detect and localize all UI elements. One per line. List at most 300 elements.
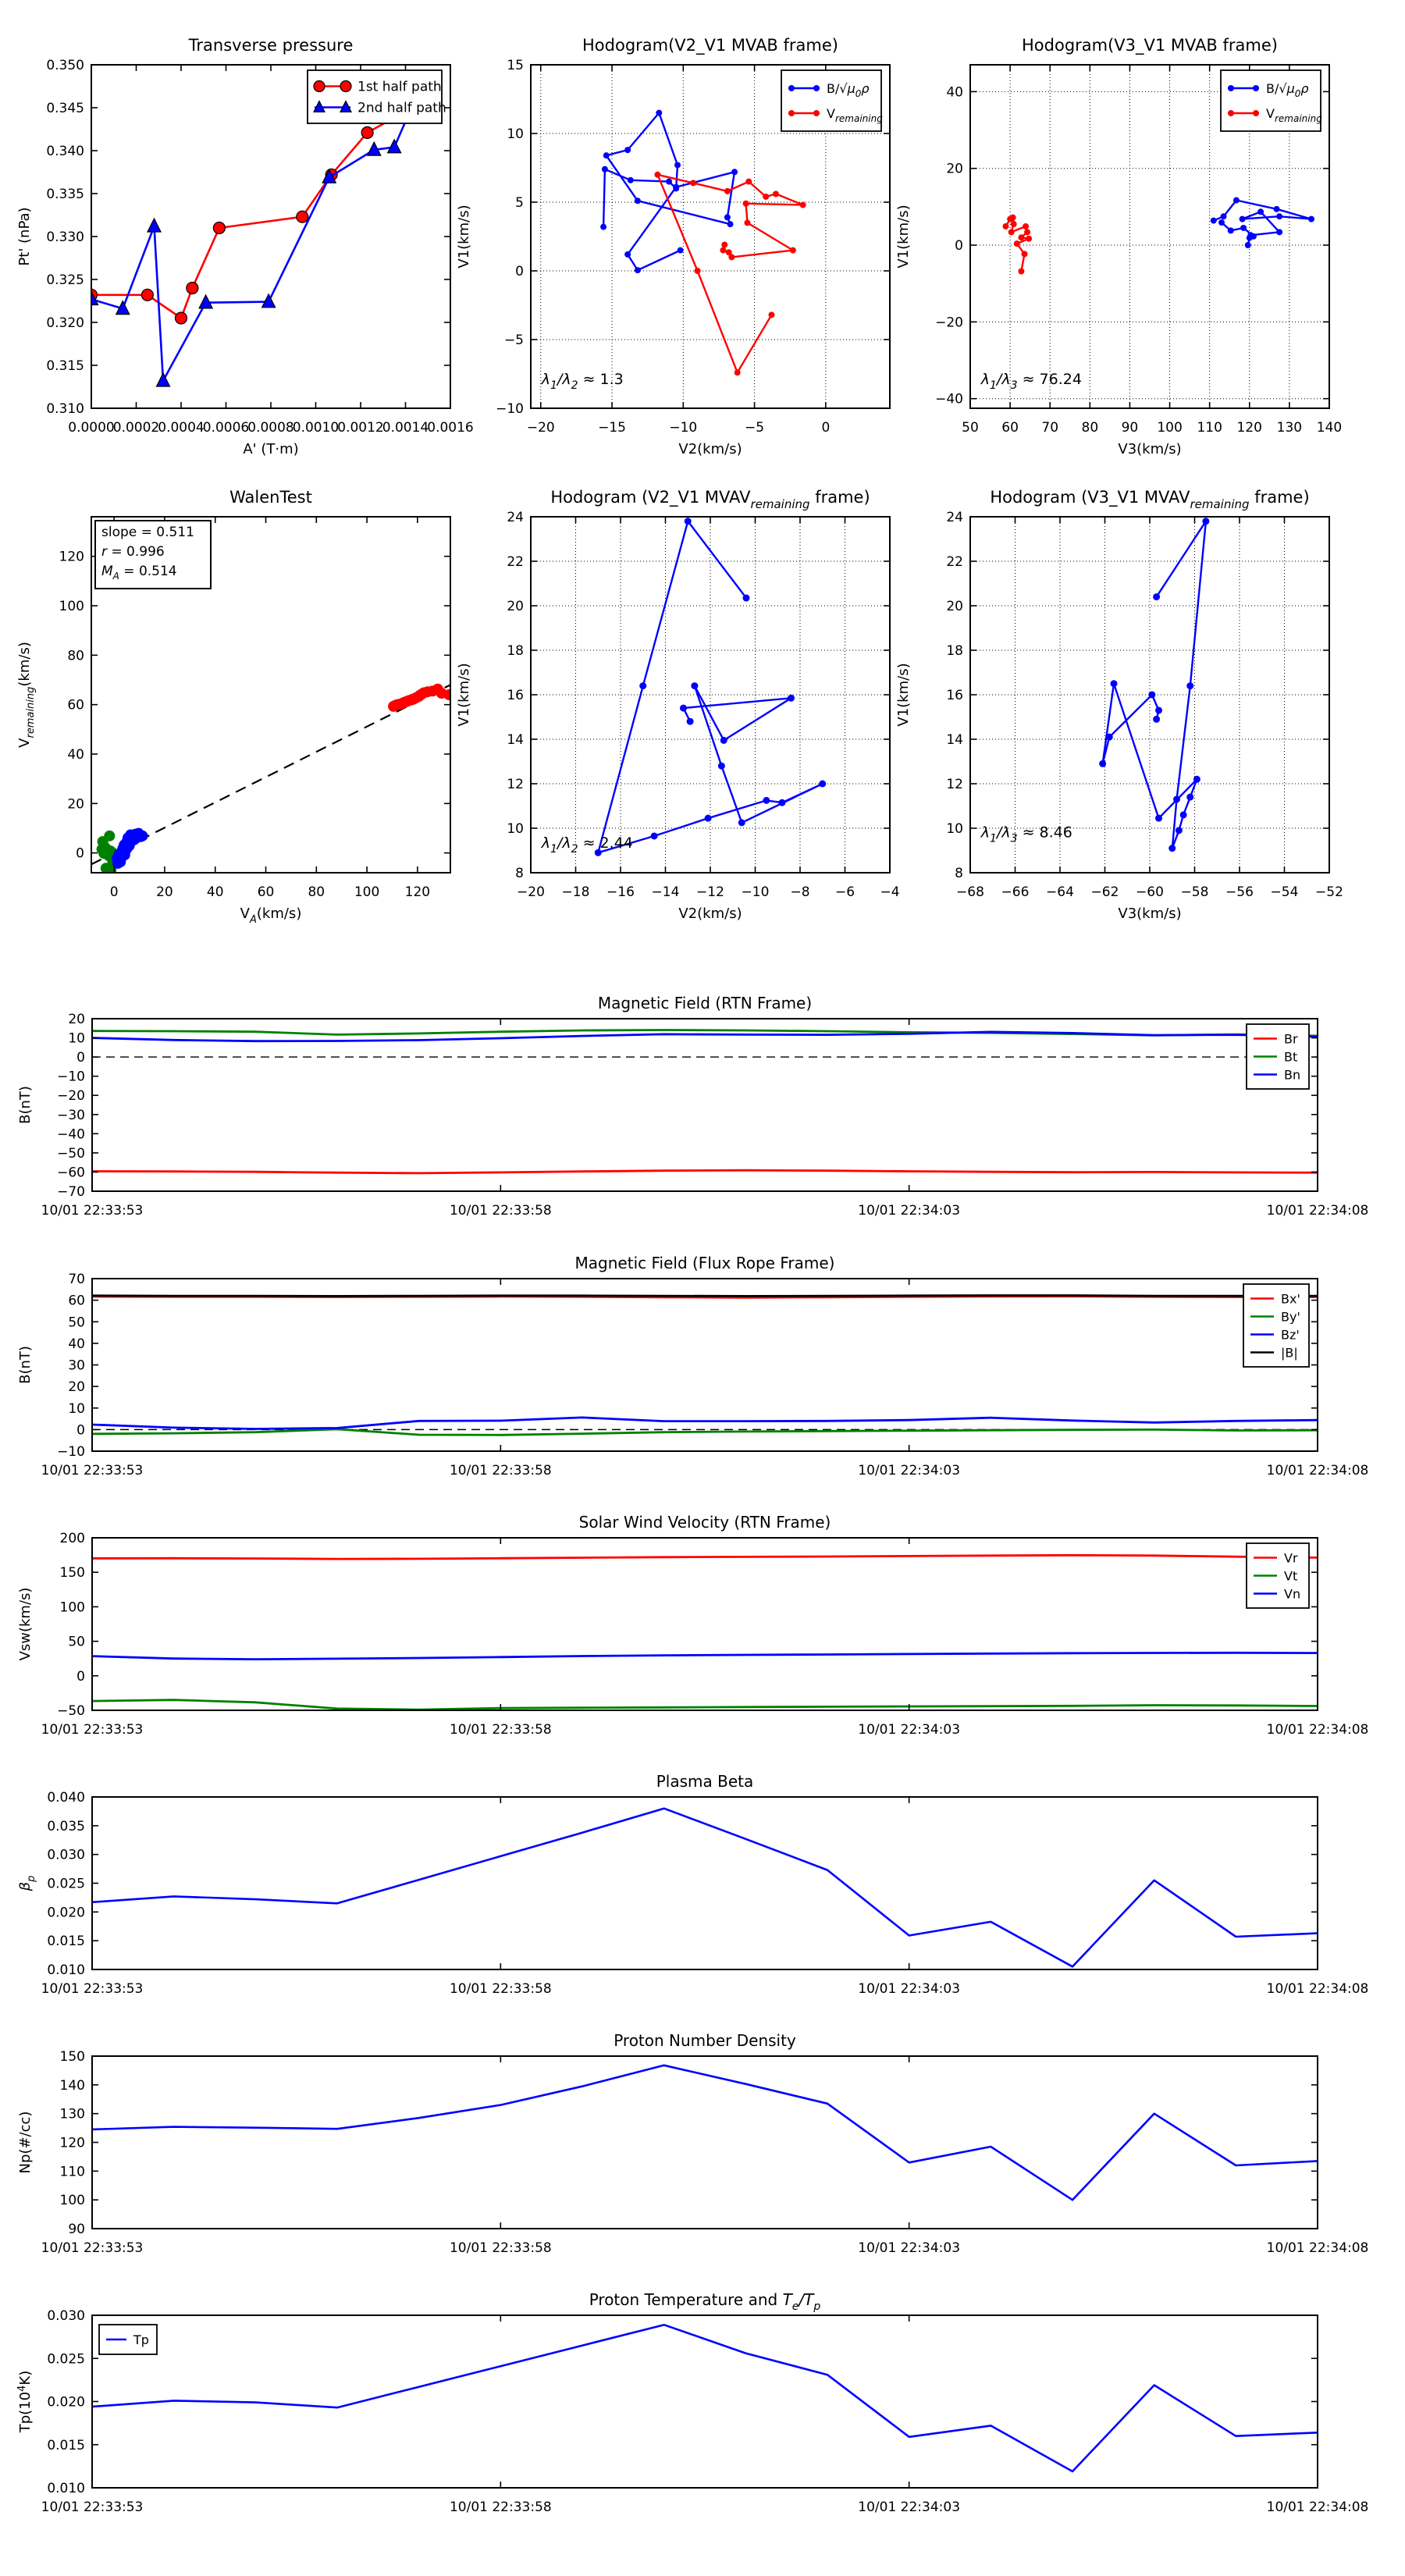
- x-axis-label: V2(km/s): [678, 906, 742, 922]
- x-tick-label: 10/01 22:34:03: [858, 1203, 961, 1219]
- dot-marker: [414, 690, 425, 701]
- dot-marker: [1014, 240, 1020, 247]
- x-tick-label: 10/01 22:33:58: [449, 1203, 552, 1219]
- dot-marker: [744, 219, 750, 226]
- y-axis-label: $V_{remaining}(km/s)$: [16, 642, 37, 748]
- y-tick-label: 0: [955, 238, 963, 254]
- x-tick-label: −15: [598, 420, 626, 436]
- y-tick-label: −70: [57, 1184, 85, 1200]
- y-tick-label: 22: [507, 554, 524, 570]
- x-tick-label: −16: [606, 884, 635, 900]
- dot-marker: [731, 169, 738, 175]
- plot-background: [92, 1538, 1318, 1710]
- x-axis-label: V3(km/s): [1118, 441, 1182, 457]
- y-tick-label: 30: [68, 1357, 85, 1374]
- dot-marker: [1148, 692, 1155, 699]
- y-tick-label: 20: [507, 599, 524, 614]
- y-axis-label: Vsw(km/s): [17, 1587, 34, 1661]
- y-tick-label: 110: [59, 2164, 85, 2180]
- dot-marker: [104, 831, 115, 841]
- y-tick-label: −60: [57, 1165, 85, 1181]
- dot-marker: [624, 251, 631, 258]
- dot-marker: [773, 190, 779, 197]
- x-tick-label: 140: [1316, 420, 1343, 436]
- y-tick-label: 50: [68, 1315, 85, 1331]
- y-tick-label: 10: [946, 821, 963, 837]
- dot-marker: [1228, 85, 1234, 91]
- plot-magnetic-field-rtn: [17, 994, 1368, 1219]
- x-tick-label: −14: [651, 884, 680, 900]
- legend-label: By': [1281, 1309, 1300, 1325]
- dot-marker: [1024, 229, 1030, 235]
- y-tick-label: 150: [59, 2049, 85, 2065]
- circle-marker: [340, 81, 351, 92]
- y-tick-label: 70: [68, 1272, 85, 1287]
- y-tick-label: 150: [59, 1565, 85, 1582]
- y-tick-label: 120: [59, 2135, 85, 2151]
- legend-label: $V_{remaining}$: [827, 106, 883, 124]
- legend: [781, 70, 883, 131]
- dot-marker: [705, 815, 712, 822]
- dot-marker: [728, 254, 735, 260]
- series-line-|B|: [92, 1296, 1318, 1297]
- lambda-annotation: $\lambda_1/\lambda_3 \approx 8.46$: [980, 824, 1072, 845]
- dot-marker: [1026, 236, 1032, 242]
- plot-area: [92, 1538, 1318, 1710]
- circle-marker: [361, 126, 373, 138]
- x-tick-label: 100: [354, 884, 380, 900]
- y-tick-label: 40: [67, 747, 84, 763]
- y-tick-label: 20: [68, 1379, 85, 1396]
- y-tick-label: 80: [67, 648, 84, 664]
- x-tick-label: −52: [1315, 884, 1343, 900]
- dot-marker: [1240, 225, 1247, 231]
- x-tick-label: 10/01 22:34:03: [858, 1722, 961, 1738]
- y-tick-label: 0.310: [46, 401, 84, 417]
- dot-marker: [788, 695, 795, 702]
- x-tick-label: 10/01 22:33:58: [449, 1981, 552, 1997]
- legend-label: Tp: [133, 2332, 149, 2347]
- plot-background: [92, 2056, 1318, 2229]
- y-tick-label: 10: [68, 1030, 85, 1047]
- x-tick-label: 0.0008: [247, 420, 294, 436]
- y-tick-label: 24: [946, 510, 963, 525]
- dot-marker: [1228, 227, 1234, 233]
- y-tick-label: 22: [946, 554, 963, 570]
- dot-marker: [635, 197, 641, 204]
- x-tick-label: −12: [696, 884, 724, 900]
- dot-marker: [1221, 213, 1227, 219]
- x-tick-label: 10/01 22:33:53: [41, 1722, 144, 1738]
- dot-marker: [691, 682, 698, 689]
- plot-hodogram-v2v1-mvab: [456, 36, 890, 457]
- legend-label: $V_{remaining}$: [1266, 106, 1322, 124]
- dot-marker: [674, 162, 681, 168]
- y-tick-label: 5: [515, 195, 524, 211]
- plot-title: Proton Number Density: [614, 2031, 796, 2050]
- x-tick-label: 120: [1236, 420, 1263, 436]
- dot-marker: [651, 832, 658, 839]
- x-tick-label: −58: [1180, 884, 1209, 900]
- x-tick-label: 10/01 22:33:58: [449, 2240, 552, 2256]
- legend-label: Bn: [1284, 1067, 1301, 1083]
- x-tick-label: 10/01 22:34:08: [1266, 1463, 1369, 1478]
- stats-line: slope = 0.511: [101, 525, 194, 540]
- dot-marker: [695, 268, 701, 274]
- dot-marker: [720, 737, 727, 744]
- dot-marker: [1099, 760, 1106, 767]
- dot-marker: [600, 224, 606, 230]
- x-tick-label: 0.0000: [68, 420, 115, 436]
- y-tick-label: 0.015: [47, 1934, 85, 1950]
- stats-line: $M_A = 0.514$: [101, 564, 177, 582]
- plot-area: [531, 517, 890, 873]
- plot-proton-temperature: [16, 2290, 1368, 2515]
- dot-marker: [117, 851, 128, 862]
- y-tick-label: −10: [496, 401, 524, 417]
- y-tick-label: 0.015: [47, 2437, 85, 2453]
- x-tick-label: 20: [156, 884, 173, 900]
- x-tick-label: −4: [880, 884, 900, 900]
- dot-marker: [1245, 242, 1251, 248]
- dot-marker: [788, 85, 795, 91]
- y-axis-label: V1(km/s): [895, 205, 912, 269]
- dot-marker: [819, 781, 826, 788]
- lambda-annotation: $\lambda_1/\lambda_2 \approx 2.44$: [541, 834, 633, 856]
- y-tick-label: 50: [68, 1634, 85, 1650]
- legend: [1247, 1024, 1309, 1089]
- legend-label: 2nd half path: [357, 100, 446, 116]
- x-axis-label: V2(km/s): [678, 441, 742, 457]
- x-tick-label: 10/01 22:34:03: [858, 1981, 961, 1997]
- circle-marker: [187, 283, 198, 294]
- plot-area: [970, 517, 1329, 873]
- legend: [1221, 70, 1322, 131]
- x-tick-label: 130: [1276, 420, 1303, 436]
- y-tick-label: 12: [507, 777, 524, 792]
- y-tick-label: 10: [68, 1400, 85, 1417]
- x-tick-label: 10/01 22:33:58: [449, 1463, 552, 1478]
- y-tick-label: 0: [515, 264, 524, 279]
- dot-marker: [1218, 219, 1225, 226]
- dot-marker: [1211, 218, 1217, 224]
- dot-marker: [1011, 221, 1017, 227]
- x-tick-label: −10: [741, 884, 770, 900]
- x-tick-label: 0.0010: [292, 420, 340, 436]
- dot-marker: [1180, 811, 1187, 818]
- y-tick-label: 200: [59, 1531, 85, 1546]
- plot-title: Magnetic Field (Flux Rope Frame): [574, 1254, 835, 1272]
- plot-title: Hodogram(V3_V1 MVAB frame): [1022, 36, 1278, 55]
- dot-marker: [727, 221, 734, 227]
- dot-marker: [800, 202, 806, 208]
- legend-label: $B/√\mu_0\rho$: [1266, 81, 1309, 99]
- legend: [308, 70, 446, 123]
- plot-title: Solar Wind Velocity (RTN Frame): [578, 1513, 831, 1532]
- x-tick-label: 0.0014: [382, 420, 429, 436]
- x-tick-label: 80: [1081, 420, 1099, 436]
- dot-marker: [738, 819, 745, 826]
- x-tick-label: −18: [561, 884, 590, 900]
- y-tick-label: 60: [68, 1293, 85, 1309]
- dot-marker: [1002, 223, 1008, 229]
- y-axis-label: V1(km/s): [456, 663, 472, 727]
- x-tick-label: −8: [790, 884, 810, 900]
- dot-marker: [685, 518, 692, 525]
- y-tick-label: 0: [76, 845, 84, 862]
- y-tick-label: 20: [67, 796, 84, 813]
- dot-marker: [721, 242, 727, 248]
- y-tick-label: 20: [946, 161, 963, 177]
- x-tick-label: −66: [1001, 884, 1030, 900]
- dot-marker: [687, 718, 694, 725]
- dot-marker: [1202, 518, 1209, 525]
- dot-marker: [724, 188, 731, 194]
- dot-marker: [1308, 216, 1314, 222]
- plot-background: [92, 2315, 1318, 2488]
- legend-label: Vn: [1284, 1586, 1301, 1602]
- dot-marker: [743, 201, 749, 207]
- y-tick-label: 0.030: [47, 2308, 85, 2324]
- x-tick-label: 10/01 22:34:08: [1266, 1981, 1369, 1997]
- x-tick-label: 10/01 22:33:53: [41, 1981, 144, 1997]
- y-axis-label: Pt' (nPa): [16, 207, 33, 266]
- y-axis-label: V1(km/s): [456, 205, 472, 269]
- y-axis-label: B(nT): [17, 1086, 34, 1124]
- dot-marker: [628, 177, 634, 183]
- y-tick-label: 0.035: [47, 1818, 85, 1834]
- dot-marker: [673, 184, 679, 190]
- plot-area: [92, 2056, 1318, 2229]
- x-axis-label: A' (T·m): [243, 441, 299, 457]
- x-tick-label: 10/01 22:33:58: [449, 2500, 552, 2515]
- plot-title: Plasma Beta: [656, 1772, 754, 1791]
- dot-marker: [1233, 197, 1240, 204]
- y-tick-label: 8: [515, 866, 524, 881]
- x-tick-label: 60: [1001, 420, 1019, 436]
- y-tick-label: 0.335: [46, 187, 84, 202]
- dot-marker: [763, 797, 770, 804]
- x-tick-label: 80: [308, 884, 325, 900]
- dot-marker: [745, 179, 752, 185]
- legend-label: 1st half path: [357, 79, 442, 95]
- y-tick-label: −20: [57, 1088, 85, 1105]
- dot-marker: [1018, 268, 1024, 274]
- x-tick-label: 10/01 22:34:03: [858, 2500, 961, 2515]
- y-tick-label: 0: [76, 1668, 85, 1685]
- x-axis-label: V3(km/s): [1118, 906, 1182, 922]
- x-tick-label: 120: [404, 884, 431, 900]
- y-tick-label: 20: [946, 599, 963, 614]
- dot-marker: [788, 110, 795, 116]
- x-tick-label: −10: [669, 420, 698, 436]
- plot-title: Hodogram (V2_V1 $MVAV_{remaining}$ frame): [550, 488, 870, 511]
- y-tick-label: 20: [68, 1012, 85, 1027]
- y-tick-label: 12: [946, 777, 963, 792]
- legend-label: Bt: [1284, 1049, 1298, 1065]
- dot-marker: [1111, 680, 1118, 687]
- x-tick-label: −68: [956, 884, 984, 900]
- y-tick-label: 0.020: [47, 1905, 85, 1921]
- x-tick-label: −54: [1270, 884, 1299, 900]
- dot-marker: [602, 166, 608, 173]
- plot-title: Hodogram (V3_V1 $MVAV_{remaining}$ frame): [990, 488, 1310, 511]
- y-tick-label: −30: [57, 1107, 85, 1123]
- dot-marker: [763, 194, 769, 200]
- x-tick-label: 0: [109, 884, 119, 900]
- plot-hodogram-v3v1-mvav: [895, 488, 1343, 922]
- dot-marker: [639, 682, 646, 689]
- x-tick-label: 0: [821, 420, 831, 436]
- dot-marker: [1257, 208, 1264, 215]
- y-tick-label: 0.025: [47, 1876, 85, 1892]
- y-axis-label: B(nT): [17, 1346, 34, 1384]
- y-tick-label: 8: [955, 866, 963, 881]
- y-tick-label: 0.030: [47, 1847, 85, 1863]
- x-tick-label: −62: [1090, 884, 1119, 900]
- x-tick-label: 60: [257, 884, 275, 900]
- y-axis-label: $\beta_p$: [17, 1875, 37, 1891]
- dot-marker: [1186, 794, 1193, 801]
- circle-marker: [213, 222, 225, 234]
- dot-marker: [1018, 234, 1024, 240]
- lambda-annotation: $\lambda_1/\lambda_2 \approx 1.3$: [541, 371, 624, 393]
- y-tick-label: −40: [935, 391, 963, 407]
- x-tick-label: −5: [745, 420, 765, 436]
- dot-marker: [790, 247, 796, 254]
- y-tick-label: 10: [507, 126, 524, 142]
- x-tick-label: −20: [517, 884, 545, 900]
- x-tick-label: 10/01 22:34:08: [1266, 1722, 1369, 1738]
- legend: [1247, 1543, 1309, 1608]
- y-tick-label: 40: [68, 1336, 85, 1352]
- x-tick-label: 50: [962, 420, 979, 436]
- plot-background: [92, 1019, 1318, 1191]
- y-tick-label: 0.025: [47, 2351, 85, 2368]
- plot-transverse-pressure: [16, 36, 474, 457]
- plot-hodogram-v2v1-mvav: [456, 488, 900, 922]
- x-tick-label: 70: [1041, 420, 1059, 436]
- y-tick-label: −20: [935, 315, 963, 331]
- dot-marker: [1010, 215, 1016, 221]
- y-tick-label: −10: [57, 1444, 85, 1460]
- circle-marker: [141, 289, 153, 301]
- dot-marker: [680, 705, 687, 712]
- y-tick-label: −5: [503, 333, 524, 348]
- x-tick-label: 0.0006: [202, 420, 250, 436]
- legend: [99, 2325, 157, 2354]
- y-tick-label: 0.320: [46, 315, 84, 331]
- dot-marker: [1022, 251, 1028, 257]
- y-axis-label: V1(km/s): [895, 663, 912, 727]
- dot-marker: [813, 85, 820, 91]
- dot-marker: [1253, 85, 1259, 91]
- y-tick-label: −50: [57, 1145, 85, 1162]
- dot-marker: [743, 595, 750, 602]
- x-tick-label: 10/01 22:33:58: [449, 1722, 552, 1738]
- dot-marker: [635, 267, 641, 273]
- dot-marker: [1176, 827, 1183, 834]
- x-axis-label: $V_A(km/s)$: [240, 906, 302, 926]
- legend: [1243, 1284, 1309, 1367]
- y-tick-label: 0: [76, 1050, 85, 1066]
- y-tick-label: 100: [59, 599, 84, 614]
- dot-marker: [1106, 734, 1113, 741]
- plot-title: Magnetic Field (RTN Frame): [597, 994, 813, 1012]
- y-tick-label: 0.315: [46, 358, 84, 374]
- dot-marker: [603, 152, 610, 158]
- legend-label: |B|: [1281, 1345, 1298, 1361]
- circle-marker: [176, 312, 187, 324]
- y-tick-label: 100: [59, 2193, 85, 2209]
- dot-marker: [443, 689, 454, 700]
- y-axis-label: Np(#/cc): [17, 2111, 34, 2174]
- dot-marker: [779, 799, 786, 806]
- plot-hodogram-v3v1-mvab: [895, 36, 1342, 457]
- plot-title: Transverse pressure: [188, 36, 354, 55]
- dot-marker: [654, 172, 660, 178]
- x-tick-label: 110: [1197, 420, 1222, 436]
- dot-marker: [1276, 229, 1282, 235]
- x-tick-label: −60: [1136, 884, 1164, 900]
- x-tick-label: 100: [1157, 420, 1183, 436]
- dot-marker: [656, 110, 662, 116]
- plot-area: [92, 1019, 1318, 1191]
- plot-background: [92, 1279, 1318, 1451]
- dot-marker: [768, 311, 774, 318]
- dot-marker: [720, 247, 726, 254]
- y-tick-label: 0: [76, 1422, 85, 1439]
- y-tick-label: 14: [507, 732, 524, 748]
- dot-marker: [724, 214, 731, 220]
- x-tick-label: 10/01 22:33:53: [41, 1203, 144, 1219]
- y-tick-label: 18: [507, 643, 524, 659]
- y-tick-label: 15: [507, 58, 524, 73]
- dot-marker: [1153, 716, 1160, 723]
- x-tick-label: 0.0012: [337, 420, 384, 436]
- dot-marker: [1168, 845, 1176, 852]
- x-tick-label: 10/01 22:34:08: [1266, 2500, 1369, 2515]
- dot-marker: [1193, 776, 1200, 783]
- plot-magnetic-field-flux-rope: [17, 1254, 1368, 1478]
- x-tick-label: −64: [1046, 884, 1074, 900]
- legend-label: $B/√\mu_0\rho$: [827, 81, 870, 99]
- dot-marker: [813, 110, 820, 116]
- legend-label: Vr: [1284, 1550, 1298, 1566]
- plot-solar-wind-velocity: [17, 1513, 1368, 1738]
- plot-area: [92, 1279, 1318, 1451]
- x-tick-label: −20: [526, 420, 555, 436]
- y-tick-label: 18: [946, 643, 963, 659]
- dot-marker: [1155, 706, 1162, 713]
- y-tick-label: 0.020: [47, 2394, 85, 2411]
- dot-marker: [718, 763, 725, 770]
- x-tick-label: 10/01 22:34:03: [858, 2240, 961, 2256]
- y-tick-label: 24: [507, 510, 524, 525]
- plot-title: Hodogram(V2_V1 MVAB frame): [582, 36, 838, 55]
- x-tick-label: 0.0004: [158, 420, 205, 436]
- dot-marker: [130, 831, 140, 841]
- legend-label: Bx': [1281, 1291, 1300, 1307]
- dot-marker: [678, 247, 684, 254]
- dot-marker: [624, 147, 631, 153]
- y-tick-label: 40: [946, 84, 963, 101]
- dot-marker: [666, 179, 672, 185]
- plot-proton-number-density: [17, 2031, 1368, 2256]
- y-tick-label: 16: [507, 688, 524, 703]
- dot-marker: [1240, 216, 1246, 222]
- x-tick-label: 10/01 22:34:03: [858, 1463, 961, 1478]
